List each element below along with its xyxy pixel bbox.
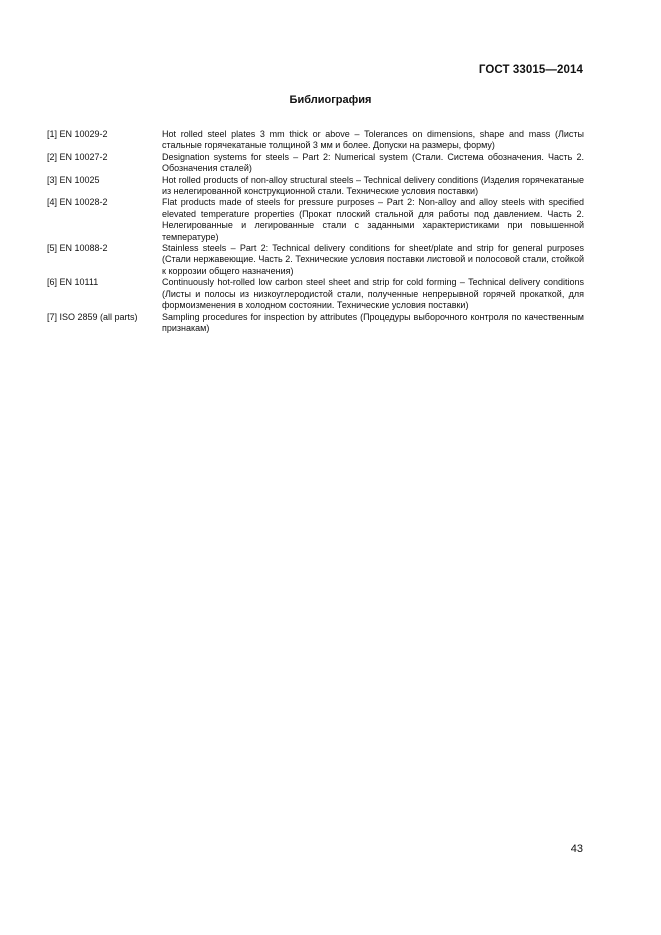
reference-label: [6] EN 10111 (47, 277, 99, 288)
reference-item-5 (47, 243, 584, 277)
reference-label: [5] EN 10088-2 (47, 243, 108, 254)
reference-text: Designation systems for steels – Part 2: Numerical system (Стали. Система обозначения. Часть 2. Обозначения сталей) (162, 151, 584, 174)
reference-text: Flat products made of steels for pressure purposes – Part 2: Non-alloy and alloy steels with specified elevated temperature properties (Прокат плоский стальной для работы под давлением. Часть 2. Нелегированные и легированные стали с заданными характеристиками при повышенной температуре) (162, 197, 584, 242)
reference-label: [4] EN 10028-2 (47, 197, 108, 208)
reference-item-4 (47, 197, 584, 243)
reference-item-2 (47, 152, 584, 175)
document-code: ГОСТ 33015—2014 (478, 64, 583, 76)
reference-label: [7] ISO 2859 (all parts) (47, 311, 138, 322)
reference-text: Sampling procedures for inspection by attributes (Процедуры выборочного контроля по качественным признакам) (162, 311, 584, 333)
reference-text: Hot rolled products of non-alloy structural steels – Technical delivery conditions (Изделия горячекатаные из нелегированной конструкционной стали. Технические условия поставки) (162, 174, 584, 197)
reference-text: Stainless steels – Part 2: Technical delivery conditions for sheet/plate and strip for general purposes (Стали нержавеющие. Часть 2. Технические условия поставки листовой и полосовой стали, стойкой к коррозии общего назначения) (162, 243, 584, 276)
bibliography-list (47, 129, 584, 334)
reference-label: [2] EN 10027-2 (47, 151, 108, 162)
reference-label: [1] EN 10029-2 (47, 129, 108, 139)
reference-text: Continuously hot-rolled low carbon steel sheet and strip for cold forming – Technical delivery conditions (Листы и полосы из низкоуглеродистой стали, полученные непрерывной горячей прокаткой, для формоизменения в холодном состоянии. Технические условия поставки) (162, 277, 584, 311)
page-number: 43 (570, 843, 583, 855)
reference-item-3 (47, 175, 584, 198)
reference-item-7 (47, 312, 584, 335)
reference-text: Hot rolled steel plates 3 mm thick or above – Tolerances on dimensions, shape and mass (Листы стальные горячекатаные толщиной 3 мм и более. Допуски на размеры, форму) (162, 129, 584, 151)
reference-item-6 (47, 277, 584, 311)
reference-label: [3] EN 10025 (47, 174, 100, 185)
bibliography-title: Библиография (289, 94, 372, 106)
reference-item-1 (47, 129, 584, 152)
